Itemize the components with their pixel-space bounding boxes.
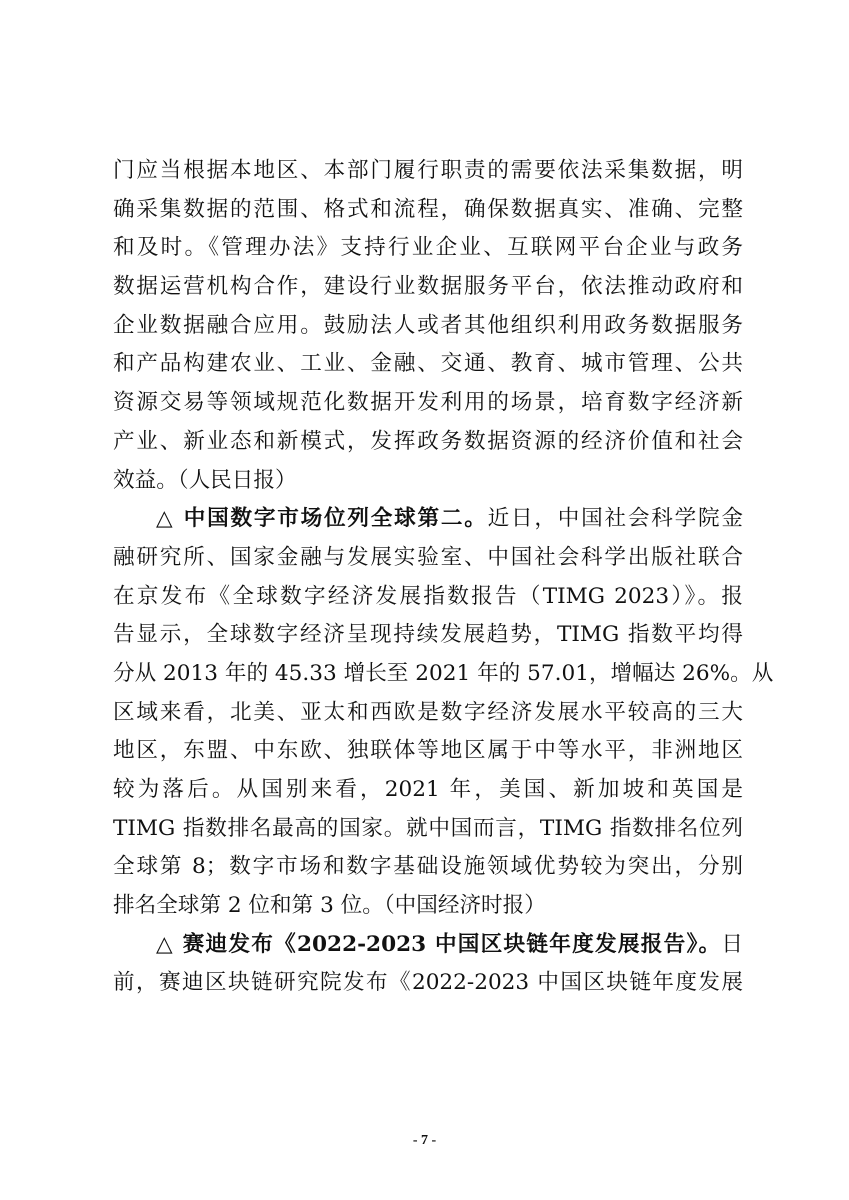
paragraph-line: 在京发布《全球数字经济发展指数报告（TIMG 2023）》。报 (113, 583, 743, 609)
paragraph-line: 资源交易等领域规范化数据开发利用的场景，培育数字经济新 (113, 390, 743, 416)
paragraph-line: 地区，东盟、中东欧、独联体等地区属于中等水平，非洲地区 (113, 738, 743, 764)
paragraph-line: 前，赛迪区块链研究院发布《2022-2023 中国区块链年度发展 (113, 970, 743, 996)
news-item-heading-line (113, 500, 743, 539)
paragraph-line: 效益。（人民日报） (113, 467, 297, 493)
paragraph-line: 和产品构建农业、工业、金融、交通、教育、城市管理、公共 (113, 351, 743, 377)
news-item-heading-line (113, 926, 743, 965)
paragraph-line: 企业数据融合应用。鼓励法人或者其他组织利用政务数据服务 (113, 312, 743, 338)
paragraph-line: 排名全球第 2 位和第 3 位。（中国经济时报） (113, 893, 546, 919)
paragraph-line: 融研究所、国家金融与发展实验室、中国社会科学出版社联合 (113, 544, 743, 570)
paragraph-line: TIMG 指数排名最高的国家。就中国而言，TIMG 指数排名位列 (113, 815, 743, 841)
page-number: - 7 - (412, 1133, 437, 1148)
paragraph-line: 和及时。《管理办法》支持行业企业、互联网平台企业与政务 (113, 235, 743, 261)
paragraph-line: 告显示，全球数字经济呈现持续发展趋势，TIMG 指数平均得 (113, 622, 743, 648)
news-item-text: 近日，中国社会科学院金 (487, 506, 743, 532)
body-text (113, 152, 774, 1003)
news-item-text: 日 (721, 931, 743, 957)
paragraph-line: 分从 2013 年的 45.33 增长至 2021 年的 57.01，增幅达 26%。从 (113, 660, 774, 686)
news-item-heading: △ 中国数字市场位列全球第二。 (156, 506, 488, 532)
paragraph-line: 较为落后。从国别来看，2021 年，美国、新加坡和英国是 (113, 777, 743, 802)
paragraph-line: 确采集数据的范围、格式和流程，确保数据真实、准确、完整 (113, 196, 743, 222)
paragraph-line: 全球第 8；数字市场和数字基础设施领域优势较为突出，分别 (113, 854, 743, 880)
news-item-heading: △ 赛迪发布《2022-2023 中国区块链年度发展报告》。 (156, 931, 722, 957)
paragraph-line: 数据运营机构合作，建设行业数据服务平台，依法推动政府和 (113, 274, 743, 300)
paragraph-line: 区域来看，北美、亚太和西欧是数字经济发展水平较高的三大 (113, 699, 743, 725)
paragraph-line: 产业、新业态和新模式，发挥政务数据资源的经济价值和社会 (113, 428, 743, 454)
paragraph-line: 门应当根据本地区、本部门履行职责的需要依法采集数据，明 (113, 158, 743, 183)
